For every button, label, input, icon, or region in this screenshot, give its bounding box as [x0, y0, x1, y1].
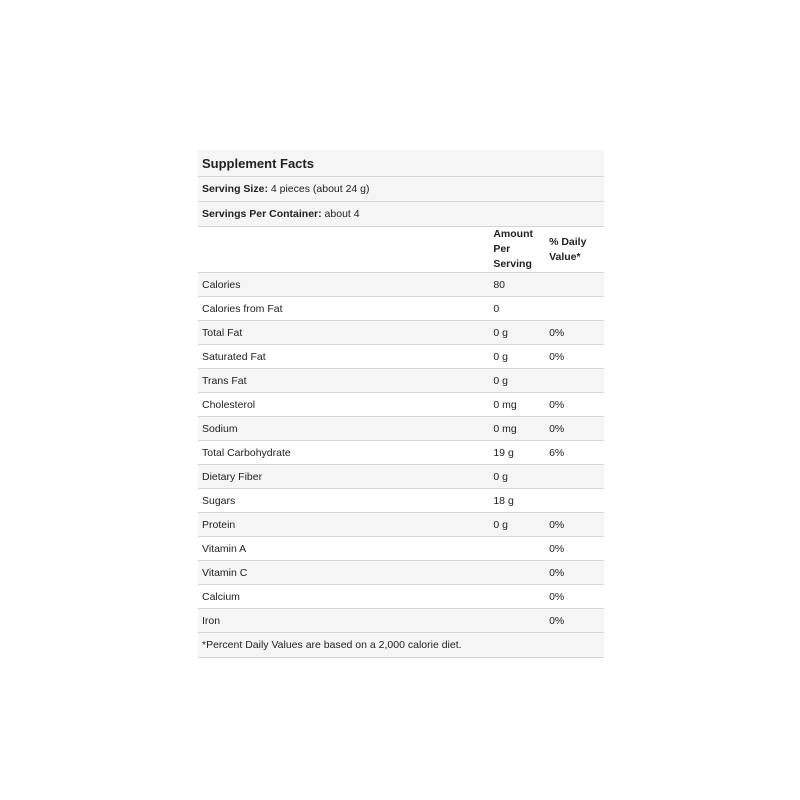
table-row	[198, 297, 604, 321]
dv-header-line2: Value*	[549, 250, 581, 263]
servings-per-container-row	[198, 202, 604, 227]
serving-size-label: Serving Size:	[202, 183, 268, 195]
table-row	[198, 585, 604, 609]
footnote-row	[198, 633, 604, 658]
amount-per-serving: 0 g	[489, 369, 545, 393]
amount-per-serving	[489, 609, 545, 633]
table-row	[198, 321, 604, 345]
nutrient-name: Total Fat	[198, 321, 489, 345]
serving-size	[198, 177, 604, 202]
daily-value: 0%	[545, 609, 604, 633]
table-row	[198, 345, 604, 369]
table-row	[198, 369, 604, 393]
table-row	[198, 561, 604, 585]
daily-value: 0%	[545, 561, 604, 585]
serving-size-value: 4 pieces (about 24 g)	[270, 183, 370, 195]
table-row	[198, 609, 604, 633]
amount-per-serving: 0	[489, 297, 545, 321]
nutrient-column-header	[198, 227, 489, 273]
daily-value	[545, 489, 604, 513]
nutrient-name: Sodium	[198, 417, 489, 441]
nutrient-rows	[198, 273, 604, 633]
nutrient-name: Dietary Fiber	[198, 465, 489, 489]
daily-value: 6%	[545, 441, 604, 465]
nutrient-name: Cholesterol	[198, 393, 489, 417]
footnote: *Percent Daily Values are based on a 2,000 calorie diet.	[198, 633, 604, 658]
amount-per-serving: 0 g	[489, 513, 545, 537]
nutrient-name: Vitamin A	[198, 537, 489, 561]
amount-per-serving: 19 g	[489, 441, 545, 465]
daily-value: 0%	[545, 513, 604, 537]
daily-value	[545, 297, 604, 321]
amount-per-serving	[489, 537, 545, 561]
daily-value: 0%	[545, 393, 604, 417]
dv-header-line1: % Daily	[549, 235, 587, 248]
table-row	[198, 393, 604, 417]
table-row	[198, 273, 604, 297]
nutrient-name: Calcium	[198, 585, 489, 609]
nutrient-name: Calories	[198, 273, 489, 297]
amount-per-serving: 0 mg	[489, 393, 545, 417]
amount-per-serving: 0 g	[489, 345, 545, 369]
daily-value	[545, 273, 604, 297]
nutrient-name: Calories from Fat	[198, 297, 489, 321]
amount-column-header	[489, 227, 545, 273]
title-row	[198, 150, 604, 177]
nutrient-name: Sugars	[198, 489, 489, 513]
nutrient-name: Iron	[198, 609, 489, 633]
nutrient-name: Vitamin C	[198, 561, 489, 585]
nutrient-name: Total Carbohydrate	[198, 441, 489, 465]
daily-value: 0%	[545, 321, 604, 345]
nutrient-name: Saturated Fat	[198, 345, 489, 369]
amount-per-serving: 0 mg	[489, 417, 545, 441]
daily-value: 0%	[545, 537, 604, 561]
supplement-facts-table	[198, 150, 604, 658]
amount-per-serving: 0 g	[489, 321, 545, 345]
daily-value: 0%	[545, 345, 604, 369]
amount-header-line1: Amount	[493, 228, 534, 240]
daily-value: 0%	[545, 417, 604, 441]
daily-value	[545, 369, 604, 393]
amount-per-serving	[489, 561, 545, 585]
amount-per-serving: 80	[489, 273, 545, 297]
amount-per-serving: 18 g	[489, 489, 545, 513]
nutrient-name: Protein	[198, 513, 489, 537]
facts-body	[198, 150, 604, 273]
table-row	[198, 465, 604, 489]
table-row	[198, 417, 604, 441]
daily-value: 0%	[545, 585, 604, 609]
amount-per-serving: 0 g	[489, 465, 545, 489]
daily-value	[545, 465, 604, 489]
table-row	[198, 537, 604, 561]
facts-title: Supplement Facts	[198, 150, 604, 177]
servings-per-container	[198, 202, 604, 227]
table-row	[198, 441, 604, 465]
table-row	[198, 489, 604, 513]
amount-header-line2: Per Serving	[493, 243, 532, 270]
serving-size-row	[198, 177, 604, 202]
table-row	[198, 513, 604, 537]
nutrient-name: Trans Fat	[198, 369, 489, 393]
daily-value-column-header	[545, 227, 604, 273]
footnote-body	[198, 633, 604, 658]
column-header-row	[198, 227, 604, 273]
servings-per-container-label: Servings Per Container:	[202, 208, 322, 220]
servings-per-container-value: about 4	[324, 208, 360, 220]
amount-per-serving	[489, 585, 545, 609]
